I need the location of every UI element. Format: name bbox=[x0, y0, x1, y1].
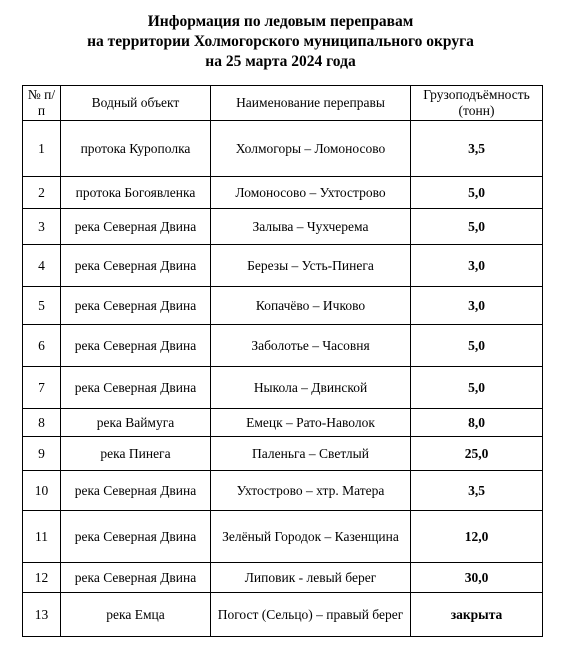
row-crossing-name: Березы – Усть-Пинега bbox=[211, 245, 411, 287]
row-number: 2 bbox=[23, 177, 61, 209]
row-capacity: 8,0 bbox=[411, 409, 543, 437]
row-water-body: река Ваймуга bbox=[61, 409, 211, 437]
row-water-body: река Пинега bbox=[61, 437, 211, 471]
table-row bbox=[23, 121, 543, 177]
row-number: 8 bbox=[23, 409, 61, 437]
row-number: 6 bbox=[23, 325, 61, 367]
header-crossing-name: Наименование переправы bbox=[211, 86, 411, 121]
row-capacity: 12,0 bbox=[411, 511, 543, 563]
table-row bbox=[23, 177, 543, 209]
row-capacity: 3,5 bbox=[411, 471, 543, 511]
row-capacity: закрыта bbox=[411, 593, 543, 637]
row-crossing-name: Зелёный Городок – Казенщина bbox=[211, 511, 411, 563]
row-number: 4 bbox=[23, 245, 61, 287]
row-water-body: река Северная Двина bbox=[61, 287, 211, 325]
table-row bbox=[23, 437, 543, 471]
row-number: 12 bbox=[23, 563, 61, 593]
title-line-3: на 25 марта 2024 года bbox=[205, 53, 356, 70]
title-line-1: Информация по ледовым переправам bbox=[147, 13, 414, 30]
table-row bbox=[23, 593, 543, 637]
table-row bbox=[23, 471, 543, 511]
table-row bbox=[23, 409, 543, 437]
table-row bbox=[23, 511, 543, 563]
row-water-body: река Северная Двина bbox=[61, 563, 211, 593]
row-number: 1 bbox=[23, 121, 61, 177]
row-capacity: 30,0 bbox=[411, 563, 543, 593]
row-crossing-name: Липовик - левый берег bbox=[211, 563, 411, 593]
row-crossing-name: Заболотье – Часовня bbox=[211, 325, 411, 367]
row-water-body: река Северная Двина bbox=[61, 367, 211, 409]
row-water-body: река Северная Двина bbox=[61, 325, 211, 367]
row-capacity: 3,5 bbox=[411, 121, 543, 177]
row-number: 13 bbox=[23, 593, 61, 637]
row-capacity: 5,0 bbox=[411, 177, 543, 209]
row-capacity: 5,0 bbox=[411, 367, 543, 409]
row-number: 7 bbox=[23, 367, 61, 409]
table-header-row bbox=[23, 86, 543, 121]
row-crossing-name: Ломоносово – Ухтострово bbox=[211, 177, 411, 209]
row-water-body: река Северная Двина bbox=[61, 471, 211, 511]
row-number: 11 bbox=[23, 511, 61, 563]
table-row bbox=[23, 209, 543, 245]
table-row bbox=[23, 287, 543, 325]
row-capacity: 5,0 bbox=[411, 325, 543, 367]
row-number: 10 bbox=[23, 471, 61, 511]
table-row bbox=[23, 245, 543, 287]
row-water-body: протока Богоявленка bbox=[61, 177, 211, 209]
title-line-2: на территории Холмогорского муниципального округа bbox=[87, 33, 474, 50]
document-title bbox=[0, 12, 561, 72]
row-water-body: протока Курополка bbox=[61, 121, 211, 177]
row-crossing-name: Копачёво – Ичково bbox=[211, 287, 411, 325]
header-water-body: Водный объект bbox=[61, 86, 211, 121]
row-crossing-name: Погост (Сельцо) – правый берег bbox=[211, 593, 411, 637]
table-row bbox=[23, 367, 543, 409]
row-number: 5 bbox=[23, 287, 61, 325]
row-crossing-name: Ныкола – Двинской bbox=[211, 367, 411, 409]
header-number: № п/п bbox=[23, 86, 61, 121]
row-water-body: река Северная Двина bbox=[61, 209, 211, 245]
row-capacity: 3,0 bbox=[411, 287, 543, 325]
row-number: 3 bbox=[23, 209, 61, 245]
row-crossing-name: Холмогоры – Ломоносово bbox=[211, 121, 411, 177]
table-body bbox=[23, 121, 543, 637]
row-capacity: 5,0 bbox=[411, 209, 543, 245]
row-water-body: река Емца bbox=[61, 593, 211, 637]
row-capacity: 3,0 bbox=[411, 245, 543, 287]
row-number: 9 bbox=[23, 437, 61, 471]
row-crossing-name: Залыва – Чухчерема bbox=[211, 209, 411, 245]
row-crossing-name: Ухтострово – хтр. Матера bbox=[211, 471, 411, 511]
ice-crossings-table bbox=[22, 85, 543, 637]
row-water-body: река Северная Двина bbox=[61, 511, 211, 563]
row-water-body: река Северная Двина bbox=[61, 245, 211, 287]
table-row bbox=[23, 563, 543, 593]
header-capacity: Грузоподъёмность (тонн) bbox=[411, 86, 543, 121]
row-capacity: 25,0 bbox=[411, 437, 543, 471]
row-crossing-name: Емецк – Рато-Наволок bbox=[211, 409, 411, 437]
table-row bbox=[23, 325, 543, 367]
row-crossing-name: Паленьга – Светлый bbox=[211, 437, 411, 471]
